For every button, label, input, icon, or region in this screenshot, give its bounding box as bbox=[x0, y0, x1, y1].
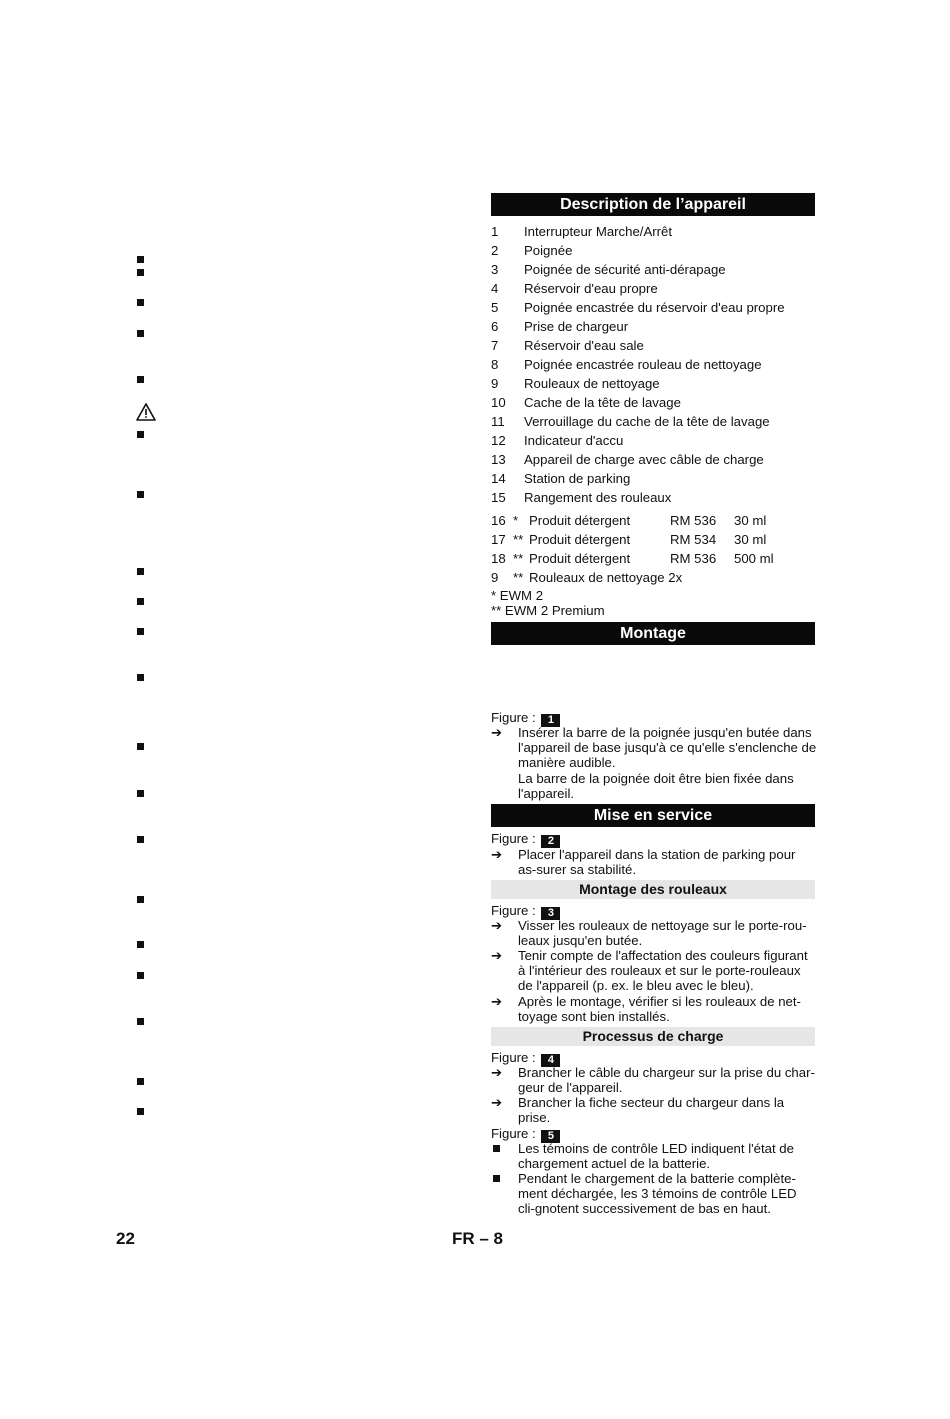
accessory-name: Produit détergent bbox=[529, 551, 631, 566]
part-label: Poignée encastrée du réservoir d'eau propre bbox=[524, 300, 785, 315]
part-label: Cache de la tête de lavage bbox=[524, 395, 681, 410]
bullet-square-icon bbox=[137, 299, 144, 306]
bullet-square-icon bbox=[137, 941, 144, 948]
arrow-right-icon: ➔ bbox=[491, 948, 503, 963]
footnote: * EWM 2 bbox=[491, 588, 544, 603]
accessory-quantity: 30 ml bbox=[734, 513, 767, 528]
step-text: Visser les rouleaux de nettoyage sur le porte-rou-leaux jusqu'en butée. bbox=[518, 918, 807, 949]
table-row bbox=[491, 549, 815, 568]
bullet-square-icon bbox=[137, 1078, 144, 1085]
part-number: 7 bbox=[491, 338, 499, 353]
figure-label: Figure : bbox=[491, 831, 536, 846]
list-item bbox=[491, 450, 815, 469]
part-label: Indicateur d'accu bbox=[524, 433, 624, 448]
bullet-square-icon bbox=[137, 790, 144, 797]
part-number: 11 bbox=[491, 414, 505, 429]
accessory-footnote-mark: ** bbox=[513, 532, 524, 547]
part-number: 6 bbox=[491, 319, 499, 334]
bullet-square-icon bbox=[137, 598, 144, 605]
bullet-square-icon bbox=[137, 836, 144, 843]
subsection-title-processus-charge: Processus de charge bbox=[491, 1027, 815, 1046]
arrow-right-icon: ➔ bbox=[491, 1095, 503, 1110]
part-label: Réservoir d'eau sale bbox=[524, 338, 644, 353]
step-text: Brancher la fiche secteur du chargeur dans la prise. bbox=[518, 1095, 785, 1126]
step-text: Les témoins de contrôle LED indiquent l'état de chargement actuel de la batterie. bbox=[518, 1141, 794, 1172]
part-number: 8 bbox=[491, 357, 499, 372]
part-number: 1 bbox=[491, 224, 499, 239]
warning-icon bbox=[136, 403, 156, 421]
accessory-footnote-mark: ** bbox=[513, 570, 524, 585]
bullet-square-icon bbox=[137, 256, 144, 263]
accessory-footnote-mark: ** bbox=[513, 551, 524, 566]
instruction-step bbox=[491, 1095, 817, 1125]
part-number: 13 bbox=[491, 452, 506, 467]
parts-list bbox=[491, 222, 815, 507]
bullet-square-icon bbox=[137, 431, 144, 438]
table-row bbox=[491, 530, 815, 549]
list-item bbox=[491, 374, 815, 393]
info-bullet bbox=[491, 1171, 817, 1217]
part-label: Rouleaux de nettoyage bbox=[524, 376, 660, 391]
info-bullet bbox=[491, 1141, 817, 1171]
part-label: Poignée encastrée rouleau de nettoyage bbox=[524, 357, 762, 372]
figure-reference bbox=[491, 1050, 560, 1065]
figure-number-badge: 1 bbox=[541, 714, 560, 727]
bullet-square-icon bbox=[137, 1108, 144, 1115]
bullet-square-icon bbox=[137, 1018, 144, 1025]
bullet-square-icon bbox=[493, 1145, 500, 1152]
list-item bbox=[491, 469, 815, 488]
bullet-square-icon bbox=[137, 628, 144, 635]
accessory-number: 17 bbox=[491, 532, 506, 547]
accessories-table bbox=[491, 511, 815, 587]
part-number: 12 bbox=[491, 433, 506, 448]
bullet-square-icon bbox=[137, 743, 144, 750]
page-code: FR – 8 bbox=[452, 1229, 504, 1248]
accessory-reference: RM 536 bbox=[670, 513, 717, 528]
accessory-quantity: 30 ml bbox=[734, 532, 767, 547]
list-item bbox=[491, 222, 815, 241]
part-number: 9 bbox=[491, 376, 499, 391]
list-item bbox=[491, 260, 815, 279]
bullet-square-icon bbox=[137, 972, 144, 979]
step-text: Insérer la barre de la poignée jusqu'en butée dans l'appareil de base jusqu'à ce qu'elle s'enclenche de manière audible. bbox=[518, 725, 817, 771]
footnote: ** EWM 2 Premium bbox=[491, 603, 605, 618]
section-title-mise-en-service: Mise en service bbox=[491, 804, 815, 827]
figure-reference bbox=[491, 710, 560, 725]
bullet-square-icon bbox=[137, 376, 144, 383]
list-item bbox=[491, 279, 815, 298]
step-text: Brancher le câble du chargeur sur la prise du char-geur de l'appareil. bbox=[518, 1065, 815, 1096]
accessory-reference: RM 534 bbox=[670, 532, 717, 547]
figure-label: Figure : bbox=[491, 710, 536, 725]
arrow-right-icon: ➔ bbox=[491, 918, 503, 933]
instruction-step bbox=[491, 948, 817, 994]
part-number: 3 bbox=[491, 262, 499, 277]
part-label: Appareil de charge avec câble de charge bbox=[524, 452, 764, 467]
figure-reference bbox=[491, 1126, 560, 1141]
figure-number-badge: 5 bbox=[541, 1130, 560, 1143]
list-item bbox=[491, 431, 815, 450]
part-label: Prise de chargeur bbox=[524, 319, 629, 334]
part-label: Poignée de sécurité anti-dérapage bbox=[524, 262, 726, 277]
bullet-square-icon bbox=[137, 674, 144, 681]
list-item bbox=[491, 488, 815, 507]
accessory-footnote-mark: * bbox=[513, 513, 519, 528]
instruction-step bbox=[491, 994, 817, 1024]
accessory-name: Rouleaux de nettoyage 2x bbox=[529, 570, 683, 585]
instruction-step bbox=[491, 725, 817, 801]
accessory-name: Produit détergent bbox=[529, 532, 631, 547]
accessory-number: 16 bbox=[491, 513, 506, 528]
bullet-square-icon bbox=[493, 1175, 500, 1182]
subsection-title-montage-rouleaux: Montage des rouleaux bbox=[491, 880, 815, 899]
bullet-square-icon bbox=[137, 896, 144, 903]
instruction-step bbox=[491, 1065, 817, 1095]
figure-label: Figure : bbox=[491, 903, 536, 918]
bullet-square-icon bbox=[137, 491, 144, 498]
part-label: Réservoir d'eau propre bbox=[524, 281, 658, 296]
figure-number-badge: 4 bbox=[541, 1054, 560, 1067]
step-text: Tenir compte de l'affectation des couleurs figurant à l'intérieur des rouleaux et sur le porte-rouleaux de l'appareil (p. ex. le bleu avec le bleu). bbox=[518, 948, 808, 994]
step-text: Pendant le chargement de la batterie complète-ment déchargée, les 3 témoins de contrôle LED cli-gnotent successivement de bas en haut. bbox=[518, 1171, 797, 1217]
list-item bbox=[491, 298, 815, 317]
accessory-name: Produit détergent bbox=[529, 513, 631, 528]
list-item bbox=[491, 317, 815, 336]
step-text: Placer l'appareil dans la station de parking pour as-surer sa stabilité. bbox=[518, 847, 796, 878]
figure-number-badge: 3 bbox=[541, 907, 560, 920]
accessory-reference: RM 536 bbox=[670, 551, 717, 566]
section-title-description: Description de l’appareil bbox=[491, 193, 815, 216]
part-number: 5 bbox=[491, 300, 499, 315]
list-item bbox=[491, 412, 815, 431]
instruction-step bbox=[491, 847, 817, 877]
step-text: Après le montage, vérifier si les rouleaux de net-toyage sont bien installés. bbox=[518, 994, 801, 1025]
part-number: 4 bbox=[491, 281, 499, 296]
table-row bbox=[491, 511, 815, 530]
part-label: Poignée bbox=[524, 243, 573, 258]
part-label: Verrouillage du cache de la tête de lavage bbox=[524, 414, 770, 429]
figure-label: Figure : bbox=[491, 1126, 536, 1141]
accessory-number: 18 bbox=[491, 551, 506, 566]
arrow-right-icon: ➔ bbox=[491, 847, 503, 862]
accessory-quantity: 500 ml bbox=[734, 551, 774, 566]
footnotes bbox=[491, 588, 815, 618]
part-number: 2 bbox=[491, 243, 499, 258]
bullet-square-icon bbox=[137, 568, 144, 575]
page-number: 22 bbox=[116, 1229, 135, 1248]
bullet-square-icon bbox=[137, 330, 144, 337]
part-number: 14 bbox=[491, 471, 506, 486]
figure-label: Figure : bbox=[491, 1050, 536, 1065]
list-item bbox=[491, 241, 815, 260]
step-text: La barre de la poignée doit être bien fixée dans l'appareil. bbox=[518, 770, 794, 801]
part-label: Station de parking bbox=[524, 471, 631, 486]
part-number: 15 bbox=[491, 490, 506, 505]
arrow-right-icon: ➔ bbox=[491, 725, 503, 740]
part-number: 10 bbox=[491, 395, 506, 410]
figure-reference bbox=[491, 903, 560, 918]
table-row bbox=[491, 568, 815, 587]
accessory-number: 9 bbox=[491, 570, 499, 585]
list-item bbox=[491, 336, 815, 355]
instruction-step bbox=[491, 918, 817, 948]
figure-number-badge: 2 bbox=[541, 835, 560, 848]
list-item bbox=[491, 393, 815, 412]
arrow-right-icon: ➔ bbox=[491, 994, 503, 1009]
part-label: Rangement des rouleaux bbox=[524, 490, 672, 505]
bullet-square-icon bbox=[137, 269, 144, 276]
arrow-right-icon: ➔ bbox=[491, 1065, 503, 1080]
figure-reference bbox=[491, 831, 560, 846]
section-title-montage: Montage bbox=[491, 622, 815, 645]
list-item bbox=[491, 355, 815, 374]
part-label: Interrupteur Marche/Arrêt bbox=[524, 224, 673, 239]
